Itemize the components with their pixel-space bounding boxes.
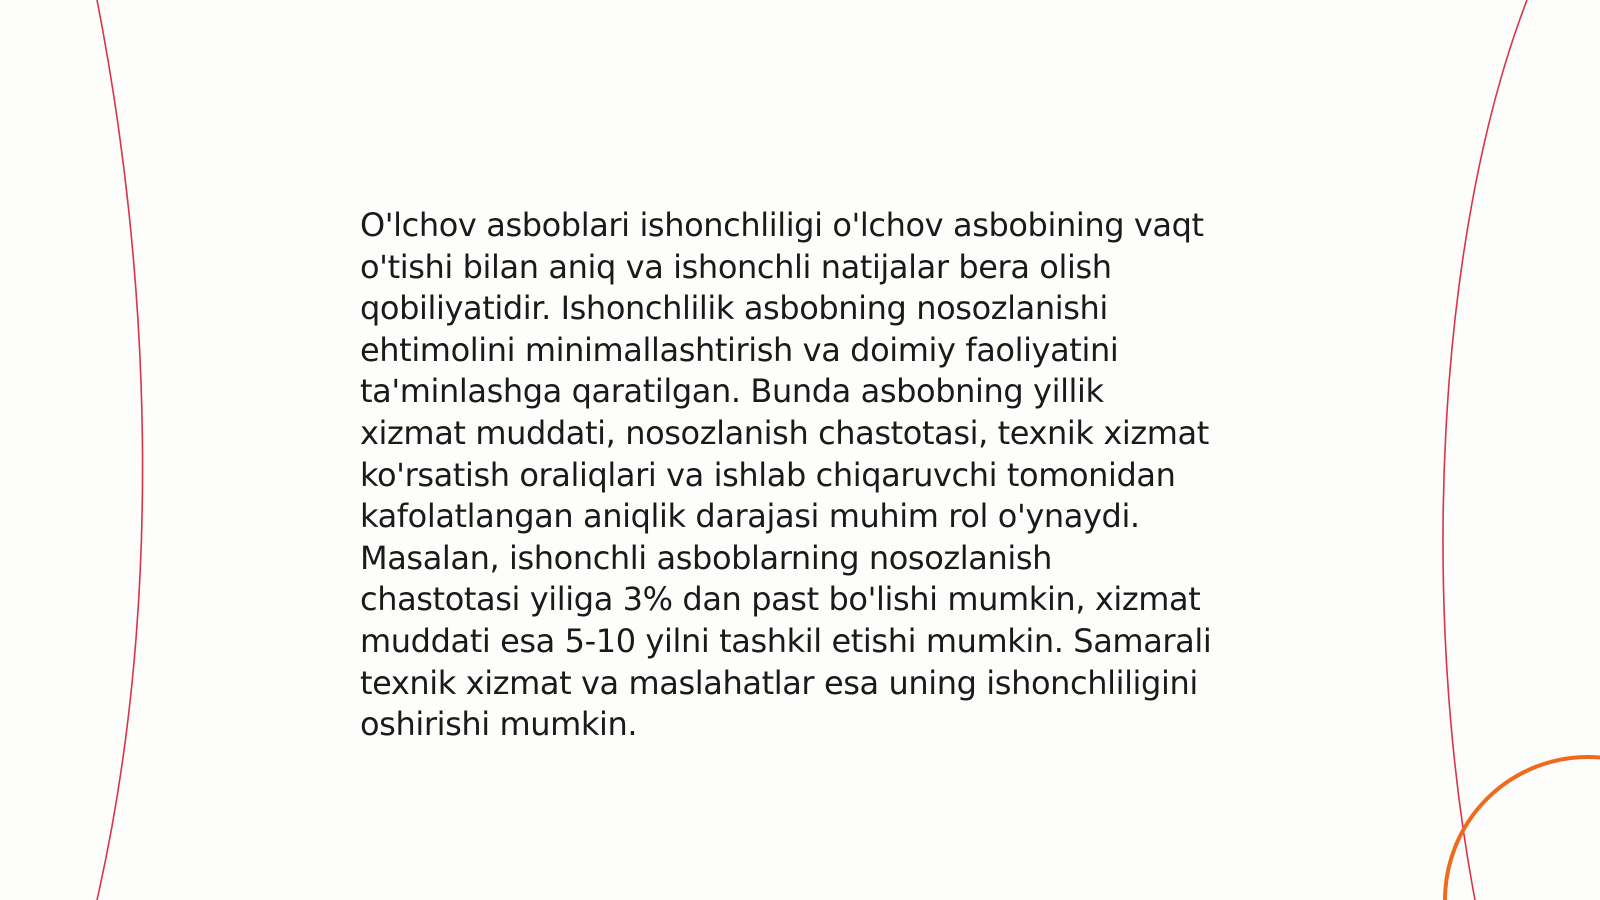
left-curve-line [97, 0, 143, 900]
orange-circle-outline [1445, 757, 1600, 900]
body-paragraph: O'lchov asboblari ishonchliligi o'lchov asbobining vaqt o'tishi bilan aniq va ishonchli natijalar bera olish qobiliyatidir. Ishonchlilik asbobning nosozlanishi ehtimolini minimallashtirish va doimiy faoliyatini ta'minlashga qaratilgan. Bunda asbobning yillik xizmat muddati, nosozlanish chastotasi, texnik xizmat ko'rsatish oraliqlari va ishlab chiqaruvchi tomonidan kafolatlangan aniqlik darajasi muhim rol o'ynaydi. Masalan, ishonchli asboblarning nosozlanish chastotasi yiliga 3% dan past bo'lishi mumkin, xizmat muddati esa 5-10 yilni tashkil etishi mumkin. Samarali texnik xizmat va maslahatlar esa uning ishonchliligini oshirishi mumkin. [360, 206, 1212, 744]
right-curve-line [1443, 0, 1527, 900]
